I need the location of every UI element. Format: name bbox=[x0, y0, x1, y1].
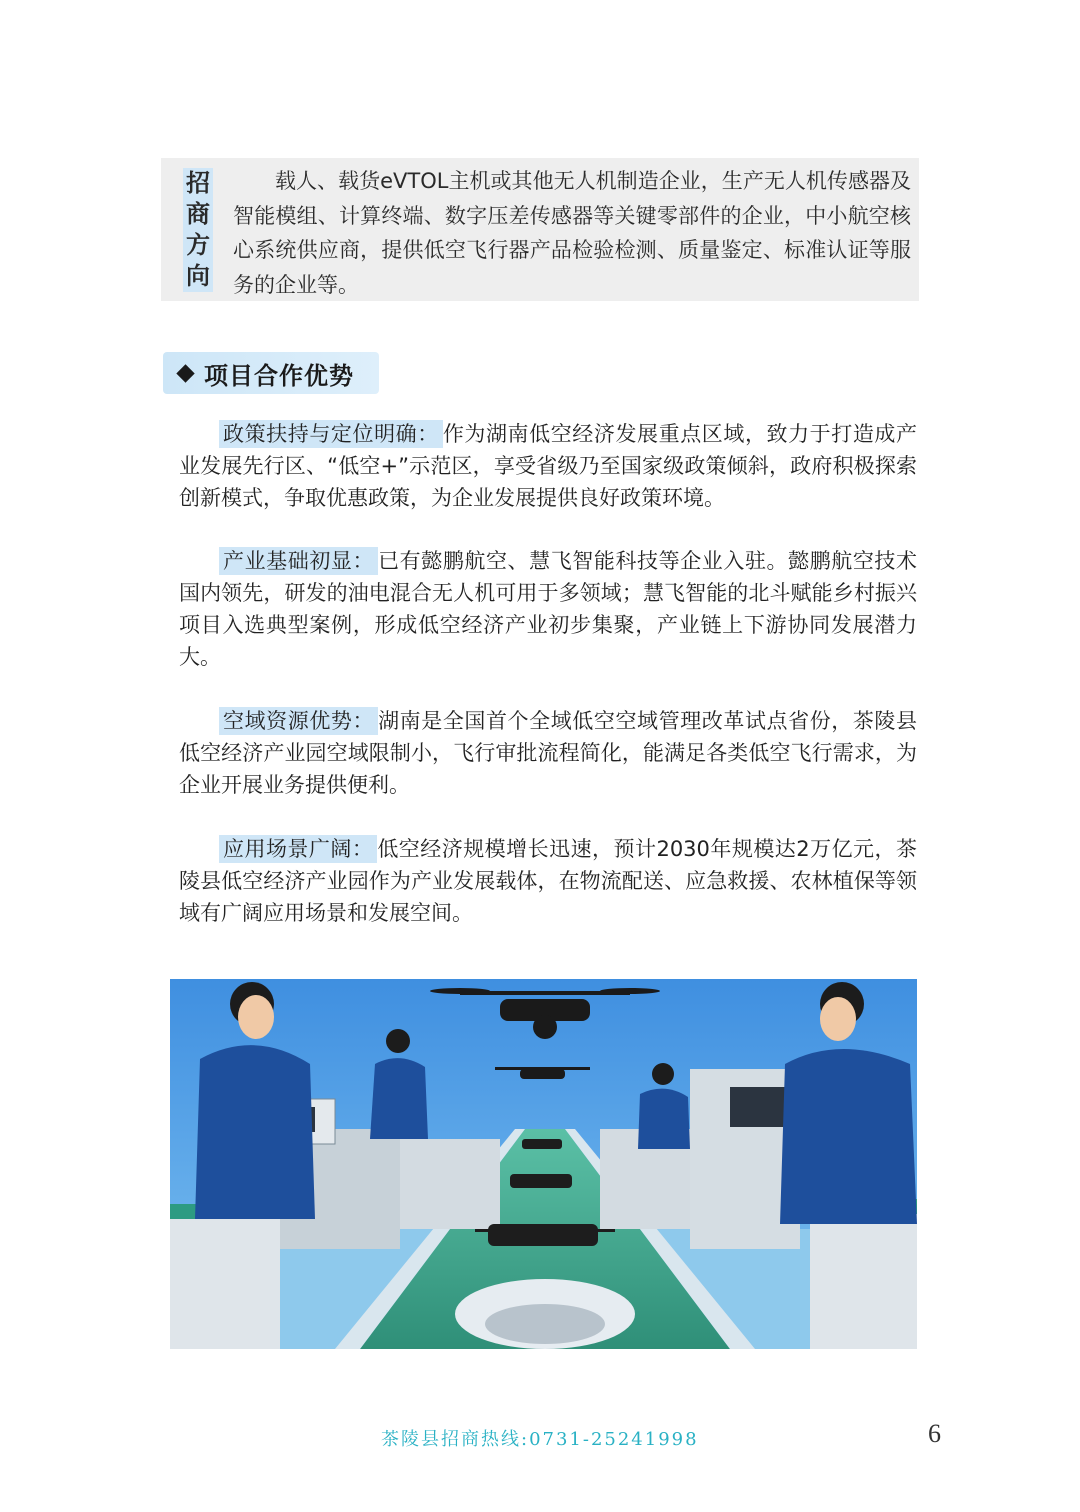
section-heading bbox=[163, 352, 379, 394]
advantage-lead: 政策扶持与定位明确： bbox=[219, 420, 443, 448]
invest-direction-box bbox=[161, 158, 919, 301]
diamond-bullet-icon bbox=[176, 364, 194, 382]
advantage-paragraph-policy bbox=[179, 418, 917, 514]
advantage-text: 作为湖南低空经济发展重点区域，致力于打造成产业发展先行区、“低空+”示范区，享受省级乃至国家级政策倾斜，政府积极探索创新模式，争取优惠政策，为企业发展提供良好政策环境。 bbox=[179, 422, 918, 510]
invest-direction-text: 载人、载货eVTOL主机或其他无人机制造企业，生产无人机传感器及智能模组、计算终端、数字压差传感器等关键零部件的企业，中小航空核心系统供应商，提供低空飞行器产品检验检测、质量鉴定、标准认证等服务的企业等。 bbox=[233, 169, 911, 297]
advantage-text: 低空经济规模增长迅速，预计2030年规模达2万亿元，茶陵县低空经济产业园作为产业发展载体，在物流配送、应急救援、农林植保等领域有广阔应用场景和发展空间。 bbox=[179, 837, 917, 925]
advantage-paragraph-application bbox=[179, 833, 917, 929]
label-char: 商 bbox=[186, 200, 210, 228]
page-number: 6 bbox=[928, 1419, 941, 1448]
footer-hotline: 茶陵县招商热线:0731-25241998 bbox=[381, 1429, 699, 1450]
advantage-text: 已有懿鹏航空、慧飞智能科技等企业入驻。懿鹏航空技术国内领先，研发的油电混合无人机可用于多领域；慧飞智能的北斗赋能乡村振兴项目入选典型案例，形成低空经济产业初步集聚，产业链上下游协同发展潜力大。 bbox=[179, 549, 918, 669]
section-title: 项目合作优势 bbox=[204, 361, 354, 390]
advantage-lead: 应用场景广阔： bbox=[219, 835, 377, 863]
advantage-paragraph-industry bbox=[179, 545, 917, 673]
advantage-paragraph-airspace bbox=[179, 705, 917, 801]
label-char: 向 bbox=[186, 262, 210, 290]
label-char: 招 bbox=[186, 169, 210, 197]
label-char: 方 bbox=[186, 231, 210, 259]
drone-factory-photo bbox=[170, 979, 917, 1349]
invest-direction-label bbox=[183, 168, 213, 292]
advantage-lead: 空域资源优势： bbox=[219, 707, 378, 735]
advantage-lead: 产业基础初显： bbox=[219, 547, 378, 575]
advantage-text: 湖南是全国首个全域低空空域管理改革试点省份，茶陵县低空经济产业园空域限制小，飞行审批流程简化，能满足各类低空飞行需求，为企业开展业务提供便利。 bbox=[179, 709, 918, 797]
